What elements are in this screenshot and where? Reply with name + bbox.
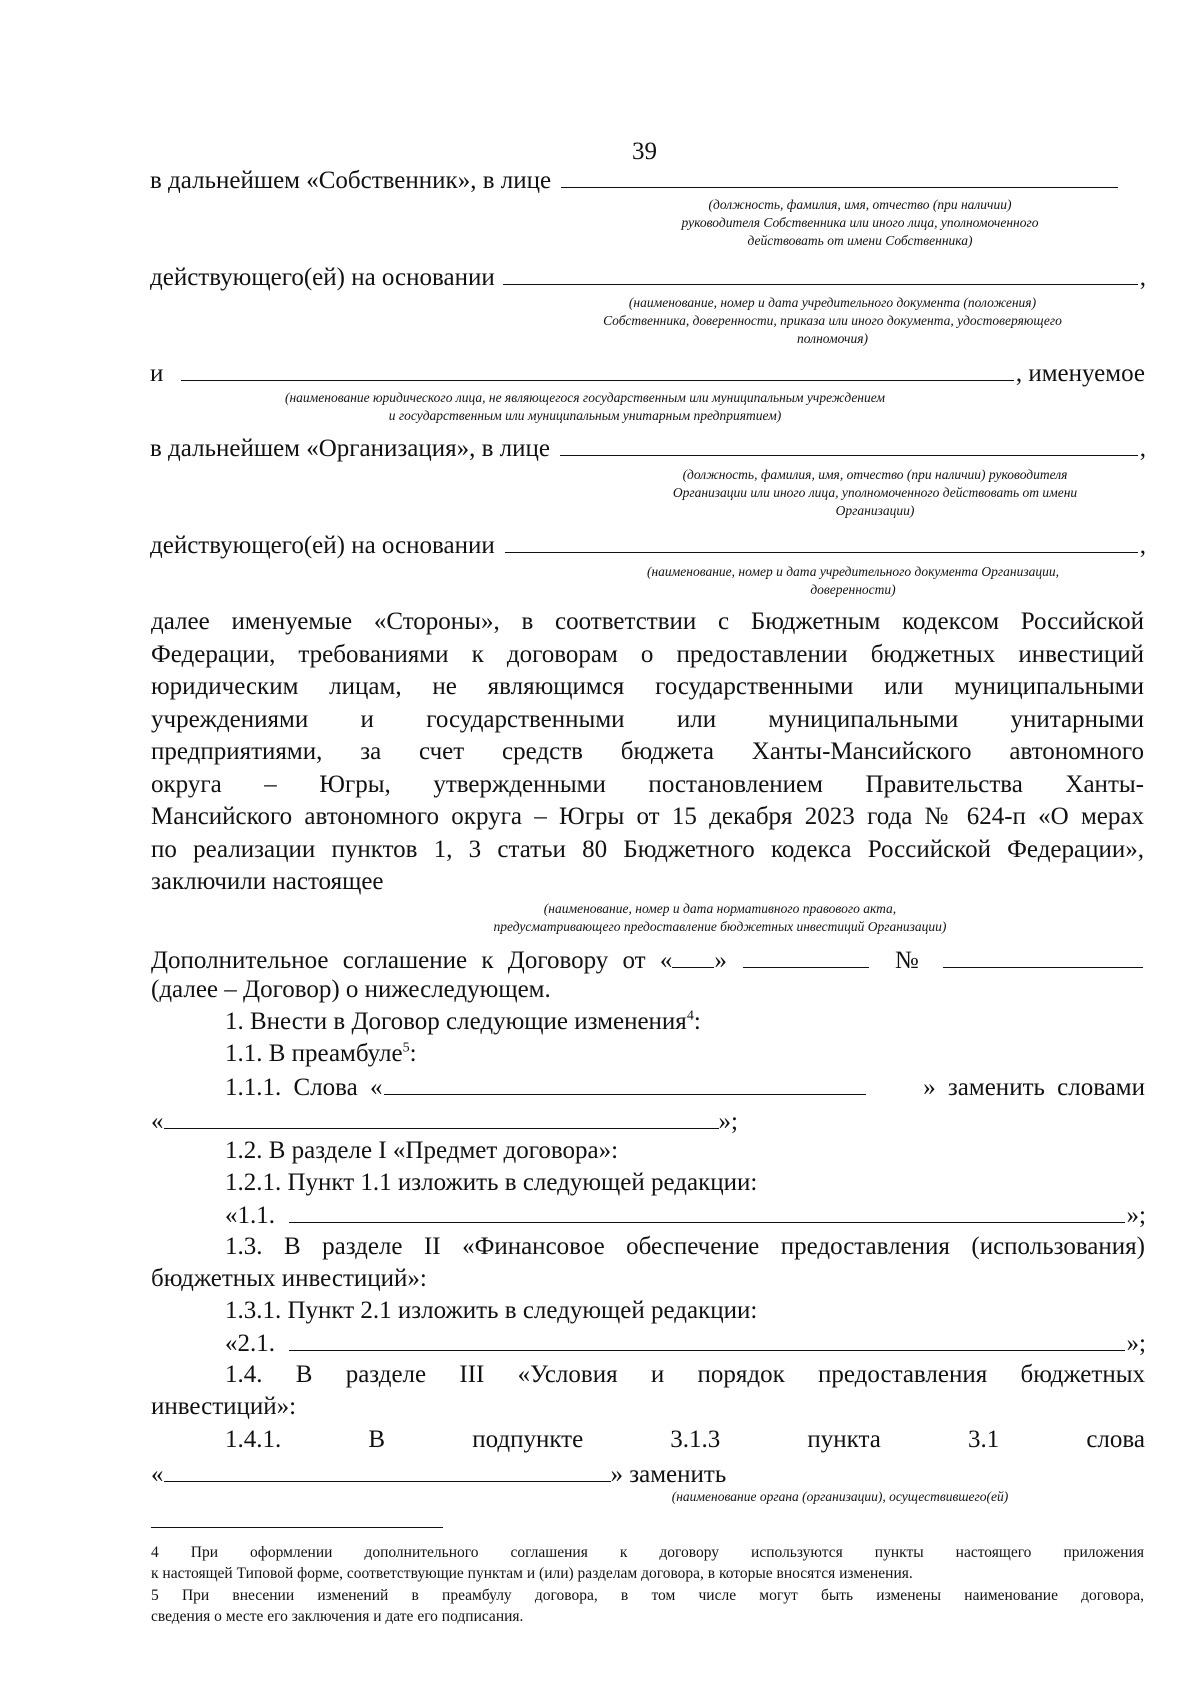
- owner-line: [150, 165, 1120, 196]
- footnote-5: 5 При внесении изменений в преамбулу договора, в том числе могут быть изменены наименование договора, сведения о месте его заключения и дате его подписания.: [151, 1587, 1144, 1625]
- footnote-4: 4 При оформлении дополнительного соглашения к договору используются пункты настоящего приложения к настоящей Типовой форме, соответствующие пунктам и (или) разделам договора, в которые вносятся изменения.: [151, 1544, 1144, 1582]
- item-1-3-1-blank[interactable]: [289, 1328, 1125, 1351]
- item-1-2-1-blank[interactable]: [289, 1200, 1125, 1223]
- item-1-4-1-replacement: « » заменить: [151, 1457, 726, 1490]
- owner-blank[interactable]: [561, 165, 1118, 188]
- org-name-line: и , именуемое: [150, 360, 1145, 387]
- agreement-line: Дополнительное соглашение к Договору от « » №: [151, 943, 1145, 976]
- owner-basis-line: действующего(ей) на основании ,: [150, 264, 1146, 291]
- item-1: 1. Внести в Договор следующие изменения$^4$:: [225, 1008, 701, 1035]
- item-1-3-1-text: «2.1. »;: [225, 1330, 1146, 1357]
- item-1-3-1: 1.3.1. Пункт 2.1 изложить в следующей редакции:: [225, 1297, 758, 1324]
- org-person-line: в дальнейшем «Организация», в лице ,: [150, 435, 1146, 462]
- org-person-blank[interactable]: [560, 433, 1138, 456]
- agreement-number-blank[interactable]: [943, 945, 1143, 968]
- footnote-divider: [151, 1527, 443, 1528]
- org-name-caption: (наименование юридического лица, не являющегося государственным или муниципальным учреждением и государственным или муниципальным унитарным предприятием): [284, 390, 886, 423]
- item-1-4: 1.4. В разделе III «Условия и порядок предоставления бюджетных: [225, 1361, 1145, 1388]
- agreement-month-blank[interactable]: [743, 943, 869, 968]
- org-basis-line: действующего(ей) на основании ,: [150, 532, 1146, 559]
- item-1-2-1: 1.2.1. Пункт 1.1 изложить в следующей редакции:: [225, 1169, 758, 1196]
- owner-line-text: в дальнейшем «Собственник», в лице: [150, 167, 552, 194]
- act-caption: (наименование, номер и дата нормативного правового акта, предусматривающего предоставление бюджетных инвестиций Организации): [493, 901, 947, 934]
- item-1-4-1: 1.4.1. В подпункте 3.1.3 пункта 3.1 слова: [225, 1426, 1145, 1453]
- footnote-ref-4[interactable]: 4: [686, 1008, 694, 1024]
- org-person-caption: (должность, фамилия, имя, отчество (при наличии) руководителя Организации или иного лица, уполномоченного действовать от имени Организации): [672, 467, 1078, 518]
- owner-basis-caption: (наименование, номер и дата учредительного документа (положения) Собственника, доверенности, приказа или иного документа, удостоверяющего полномочия): [603, 295, 1062, 346]
- item-1-3-line-2: бюджетных инвестиций»:: [151, 1265, 427, 1292]
- page-number: 39: [632, 138, 657, 165]
- main-paragraph: далее именуемые «Стороны», в соответствии с Бюджетным кодексом Российской Федерации, требованиями к договорам о предоставлении бюджетных инвестиций юридическим лицам, не являющимся государственными или муниципальными учреждениями и государственными или муниципальными унитарными предприятиями, за счет средств бюджета Ханты-Мансийского автономного округа – Югры, утвержденными постановлением Правительства Ханты- Мансийского автономного округа – Югры от 15 декабря 2023 года № 624-п «О мерах по реализации пунктов 1, 3 статьи 80 Бюджетного кодекса Российской Федерации», заключили настоящее: [151, 608, 1144, 895]
- org-basis-caption: (наименование, номер и дата учредительного документа Организации, доверенности): [646, 564, 1060, 597]
- footnote-ref-5[interactable]: 5: [402, 1040, 410, 1056]
- item-1-2: 1.2. В разделе I «Предмет договора»:: [225, 1137, 619, 1164]
- item-1-2-1-text: «1.1. »;: [225, 1202, 1146, 1229]
- item-1-4-1-caption: (наименование органа (организации), осуществившего(ей): [671, 1489, 1009, 1504]
- item-1-3: 1.3. В разделе II «Финансовое обеспечение предоставления (использования): [225, 1233, 1145, 1260]
- agreement-line-2: (далее – Договор) о нижеследующем.: [151, 976, 551, 1003]
- item-1-1-1-replacement: « »;: [151, 1104, 738, 1137]
- agreement-day-blank[interactable]: [672, 943, 714, 968]
- item-1-1-1-words-blank[interactable]: [384, 1072, 866, 1095]
- owner-basis-text: действующего(ей) на основании: [150, 264, 495, 291]
- org-basis-blank[interactable]: [505, 530, 1138, 553]
- item-1-1: 1.1. В преамбуле$^5$:: [225, 1040, 417, 1067]
- owner-basis-blank[interactable]: [503, 262, 1138, 285]
- item-1-1-1: 1.1.1. Слова « » заменить словами: [225, 1074, 1145, 1101]
- org-name-blank[interactable]: [181, 358, 1013, 381]
- item-1-4-line-2: инвестиций»:: [151, 1393, 297, 1420]
- item-1-4-1-blank[interactable]: [164, 1457, 611, 1482]
- owner-caption: (должность, фамилия, имя, отчество (при наличии) руководителя Собственника или иного лица, уполномоченного действовать от имени Собственника): [681, 197, 1039, 248]
- item-1-1-1-replacement-blank[interactable]: [164, 1104, 719, 1129]
